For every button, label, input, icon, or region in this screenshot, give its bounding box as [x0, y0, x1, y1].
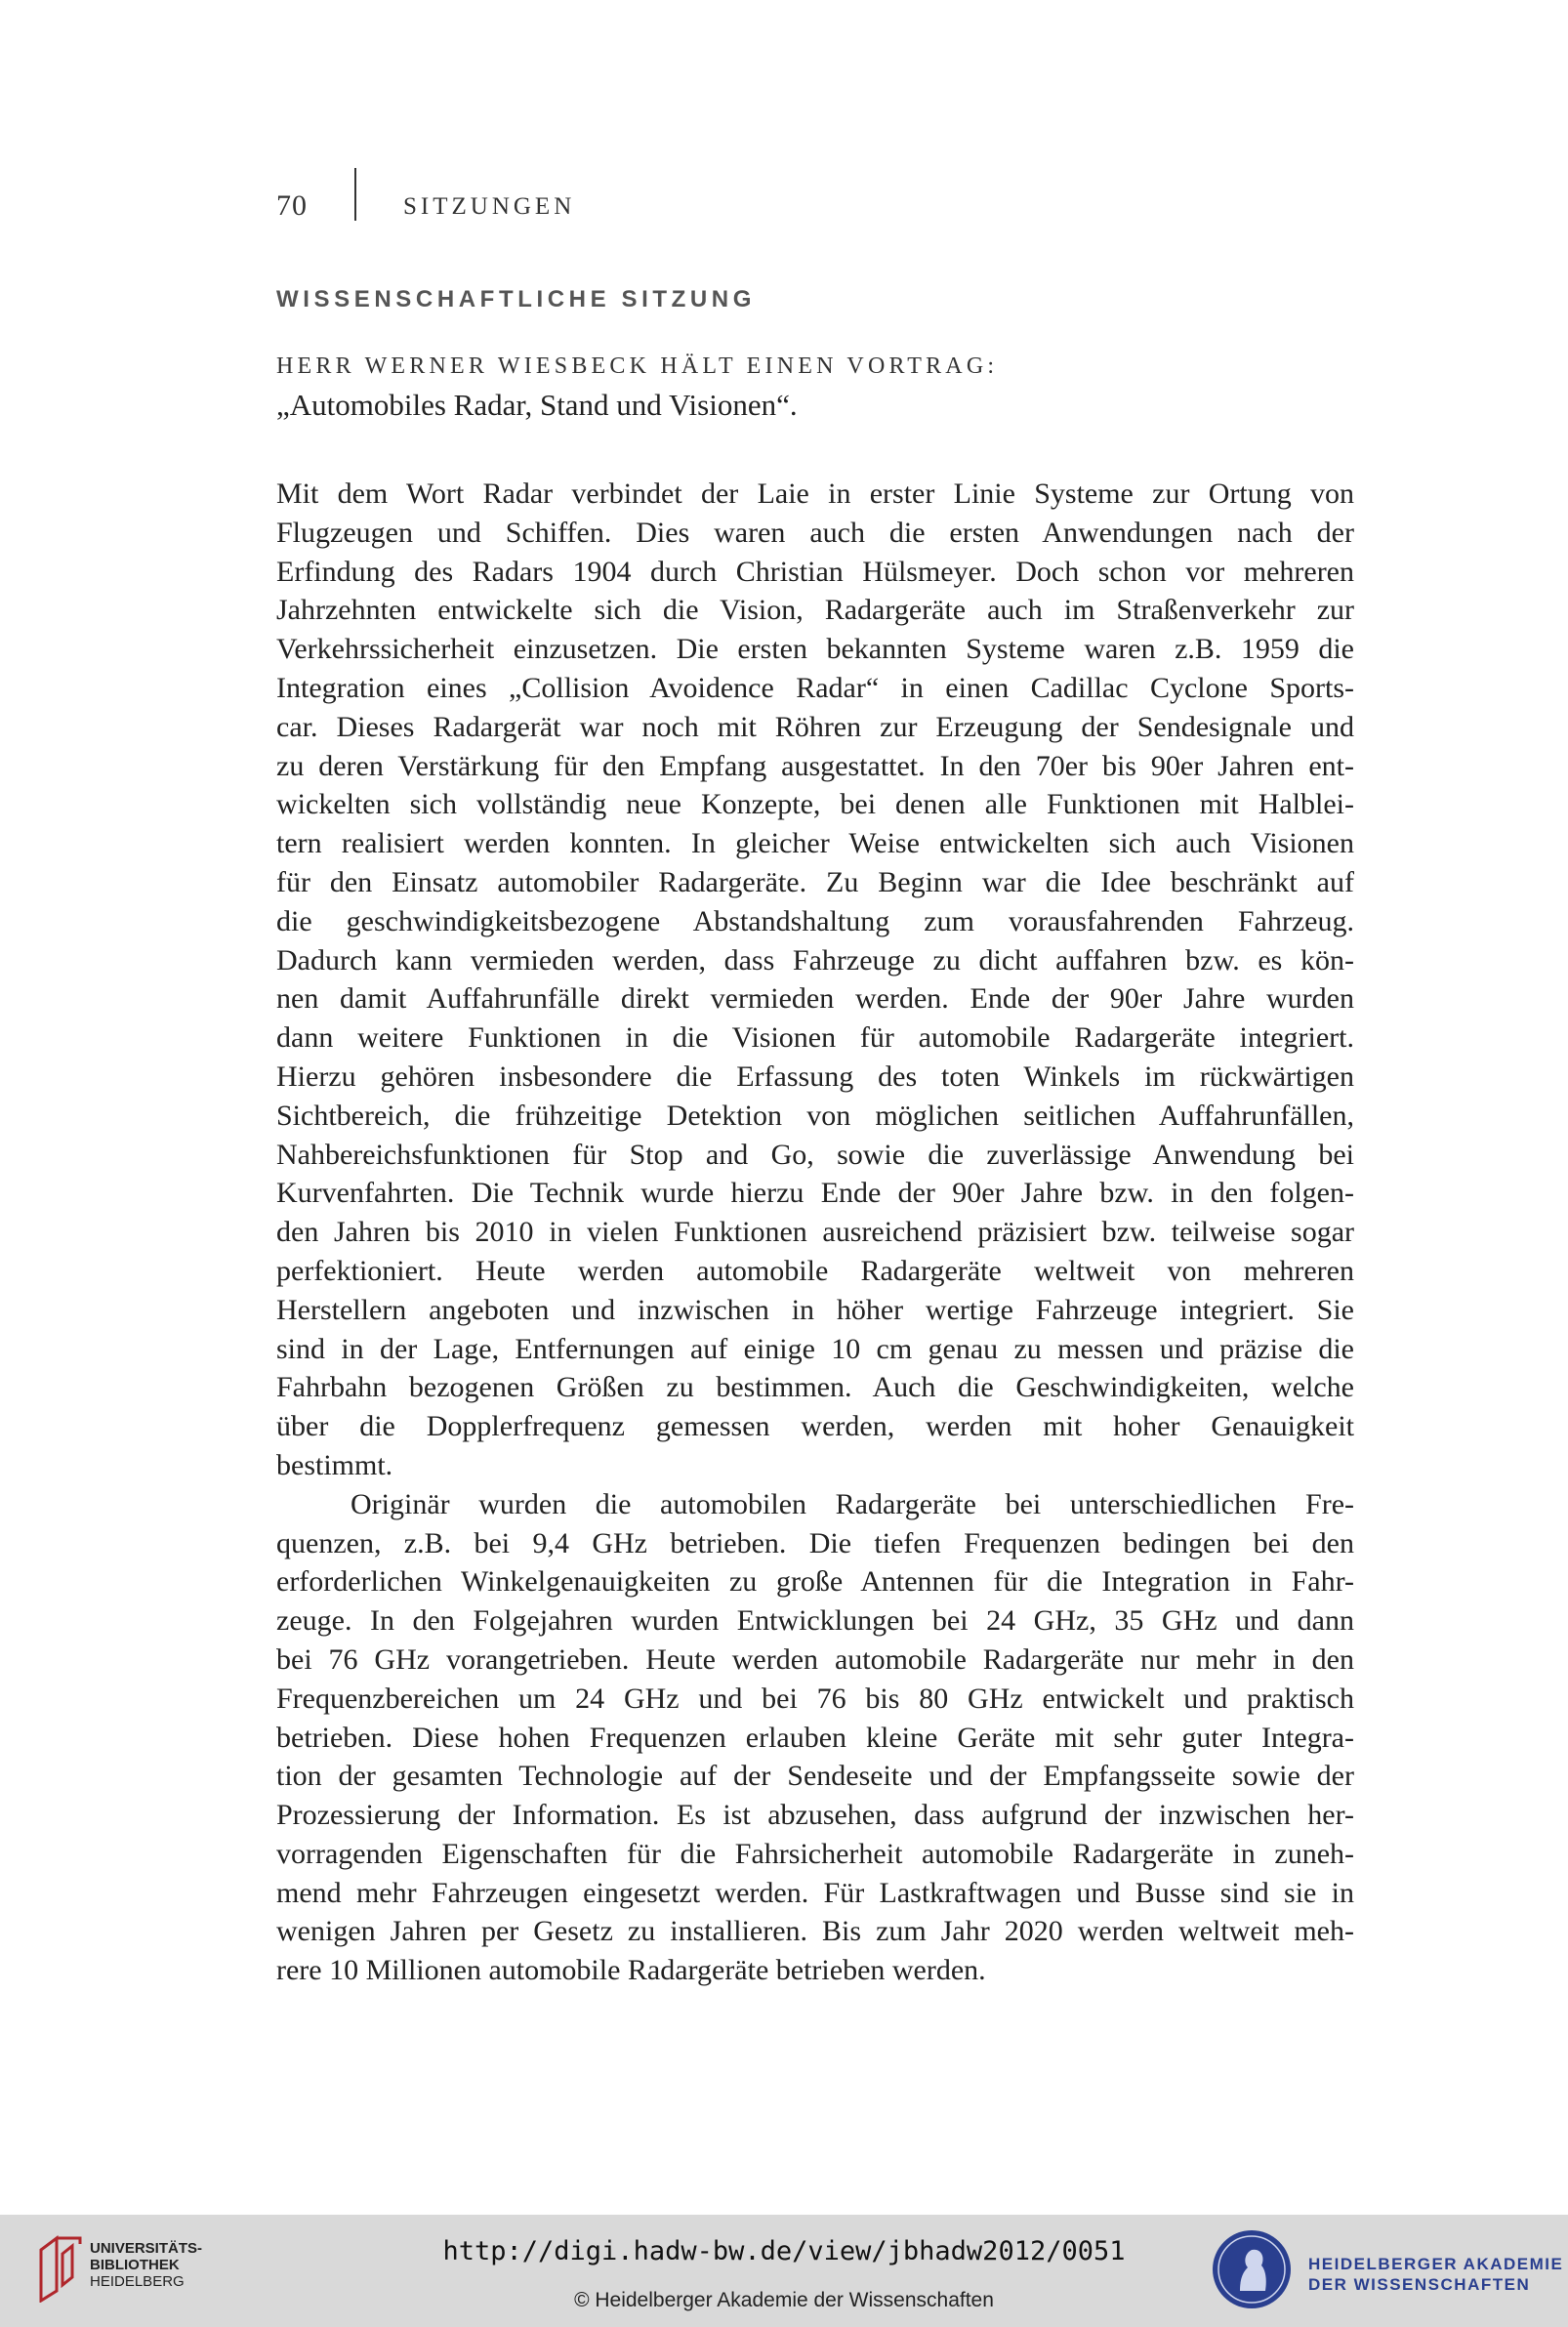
- academy-name-line: DER WISSENSCHAFTEN: [1308, 2275, 1531, 2294]
- body-text-line: Mit dem Wort Radar verbindet der Laie in erster Linie Systeme zur Ortung von: [276, 478, 1354, 510]
- page-number: 70: [276, 189, 308, 222]
- body-text-line: betrieben. Diese hohen Frequenzen erlauben kleine Geräte mit sehr guter Integra-: [276, 1721, 1354, 1754]
- body-text-line: bei 76 GHz vorangetrieben. Heute werden automobile Radargeräte nur mehr in den: [276, 1642, 1354, 1676]
- body-text-line: Dadurch kann vermieden werden, dass Fahrzeuge zu dicht auffahren bzw. es kön-: [276, 943, 1354, 977]
- body-text-line: Jahrzehnten entwickelte sich die Vision, Radargeräte auch im Straßenverkehr zur: [276, 594, 1354, 627]
- body-text-line: Herstellern angeboten und inzwischen in höher wertige Fahrzeuge integriert. Sie: [276, 1293, 1354, 1326]
- body-text-line: Kurvenfahrten. Die Technik wurde hierzu Ende der 90er Jahre bzw. in den folgen-: [276, 1177, 1354, 1210]
- body-text-line: vorragenden Eigenschaften für die Fahrsicherheit automobile Radargeräte in zuneh-: [276, 1837, 1354, 1870]
- body-text-line: dann weitere Funktionen in die Visionen für automobile Radargeräte integriert.: [276, 1021, 1354, 1055]
- body-text-line: zu deren Verstärkung für den Empfang ausgestattet. In den 70er bis 90er Jahren ent-: [276, 749, 1354, 782]
- library-name-line: UNIVERSITÄTS-: [90, 2240, 203, 2257]
- body-text-line: den Jahren bis 2010 in vielen Funktionen ausreichend präzisiert bzw. teilweise sogar: [276, 1216, 1354, 1249]
- body-text-line: wickelten sich vollständig neue Konzepte, bei denen alle Funktionen mit Halblei-: [276, 788, 1354, 821]
- body-text-line: Frequenzbereichen um 24 GHz und bei 76 bis 80 GHz entwickelt und praktisch: [276, 1682, 1354, 1715]
- body-text-line: Erfindung des Radars 1904 durch Christian Hülsmeyer. Doch schon vor mehreren: [276, 555, 1354, 588]
- permalink-url[interactable]: http://digi.hadw-bw.de/view/jbhadw2012/0051: [442, 2236, 1126, 2266]
- academy-seal-icon: [1211, 2228, 1293, 2310]
- body-text-line: rere 10 Millionen automobile Radargeräte betrieben werden.: [276, 1954, 986, 1987]
- body-text-line: Verkehrssicherheit einzusetzen. Die ersten bekannten Systeme waren z.B. 1959 die: [276, 633, 1354, 666]
- speaker-line: HERR WERNER WIESBECK HÄLT EINEN VORTRAG:: [276, 353, 999, 379]
- body-text-line: quenzen, z.B. bei 9,4 GHz betrieben. Die tiefen Frequenzen bedingen bei den: [276, 1526, 1354, 1559]
- body-text-line: Sichtbereich, die frühzeitige Detektion von möglichen seitlichen Auffahrunfällen,: [276, 1099, 1354, 1132]
- body-text-line: erforderlichen Winkelgenauigkeiten zu große Antennen für die Integration in Fahr-: [276, 1565, 1354, 1599]
- academy-name: [1308, 2254, 1563, 2295]
- body-text-line: Integration eines „Collision Avoidence Radar“ in einen Cadillac Cyclone Sports-: [276, 671, 1354, 704]
- body-text: [276, 475, 1354, 1990]
- body-text-line: tern realisiert werden konnten. In gleicher Weise entwickelten sich auch Visionen: [276, 827, 1354, 860]
- body-text-line: Prozessierung der Information. Es ist abzusehen, dass aufgrund der inzwischen her-: [276, 1799, 1354, 1832]
- body-text-line: für den Einsatz automobiler Radargeräte. Zu Beginn war die Idee beschränkt auf: [276, 865, 1354, 898]
- body-text-line: tion der gesamten Technologie auf der Sendeseite und der Empfangsseite sowie der: [276, 1760, 1354, 1793]
- body-text-line: Nahbereichsfunktionen für Stop and Go, sowie die zuverlässige Anwendung bei: [276, 1138, 1354, 1171]
- body-text-line: mend mehr Fahrzeugen eingesetzt werden. Für Lastkraftwagen und Busse sind sie in: [276, 1876, 1354, 1909]
- running-head-section: SITZUNGEN: [403, 193, 576, 220]
- library-name-line: HEIDELBERG: [90, 2273, 185, 2290]
- body-text-line: über die Dopplerfrequenz gemessen werden, werden mit hoher Genauigkeit: [276, 1410, 1354, 1443]
- body-text-line: wenigen Jahren per Gesetz zu installieren. Bis zum Jahr 2020 werden weltweit meh-: [276, 1915, 1354, 1948]
- library-name-line: BIBLIOTHEK: [90, 2257, 180, 2273]
- session-title: WISSENSCHAFTLICHE SITZUNG: [276, 286, 756, 312]
- body-text-line: nen damit Auffahrunfälle direkt vermieden werden. Ende der 90er Jahre wurden: [276, 982, 1354, 1016]
- body-text-line: Flugzeugen und Schiffen. Dies waren auch die ersten Anwendungen nach der: [276, 516, 1354, 549]
- body-text-line: car. Dieses Radargerät war noch mit Röhren zur Erzeugung der Sendesignale und: [276, 710, 1354, 743]
- lecture-title: „Automobiles Radar, Stand und Visionen“.: [276, 388, 798, 422]
- body-text-line: perfektioniert. Heute werden automobile Radargeräte weltweit von mehreren: [276, 1254, 1354, 1287]
- body-text-line: zeuge. In den Folgejahren wurden Entwicklungen bei 24 GHz, 35 GHz und dann: [276, 1604, 1354, 1638]
- body-text-line: sind in der Lage, Entfernungen auf einige 10 cm genau zu messen und präzise die: [276, 1332, 1354, 1365]
- academy-name-line: HEIDELBERGER AKADEMIE: [1308, 2255, 1564, 2273]
- footer-bar: [0, 2215, 1568, 2327]
- running-head-divider: [354, 168, 356, 221]
- body-text-line: Hierzu gehören insbesondere die Erfassung des toten Winkels im rückwärtigen: [276, 1060, 1354, 1093]
- copyright-notice: © Heidelberger Akademie der Wissenschaften: [574, 2289, 994, 2311]
- body-text-line: die geschwindigkeitsbezogene Abstandshaltung zum vorausfahrenden Fahrzeug.: [276, 904, 1354, 937]
- body-text-line: Originär wurden die automobilen Radargeräte bei unterschiedlichen Fre-: [351, 1487, 1354, 1520]
- body-text-line: Fahrbahn bezogenen Größen zu bestimmen. Auch die Geschwindigkeiten, welche: [276, 1371, 1354, 1404]
- body-text-line: bestimmt.: [276, 1448, 393, 1481]
